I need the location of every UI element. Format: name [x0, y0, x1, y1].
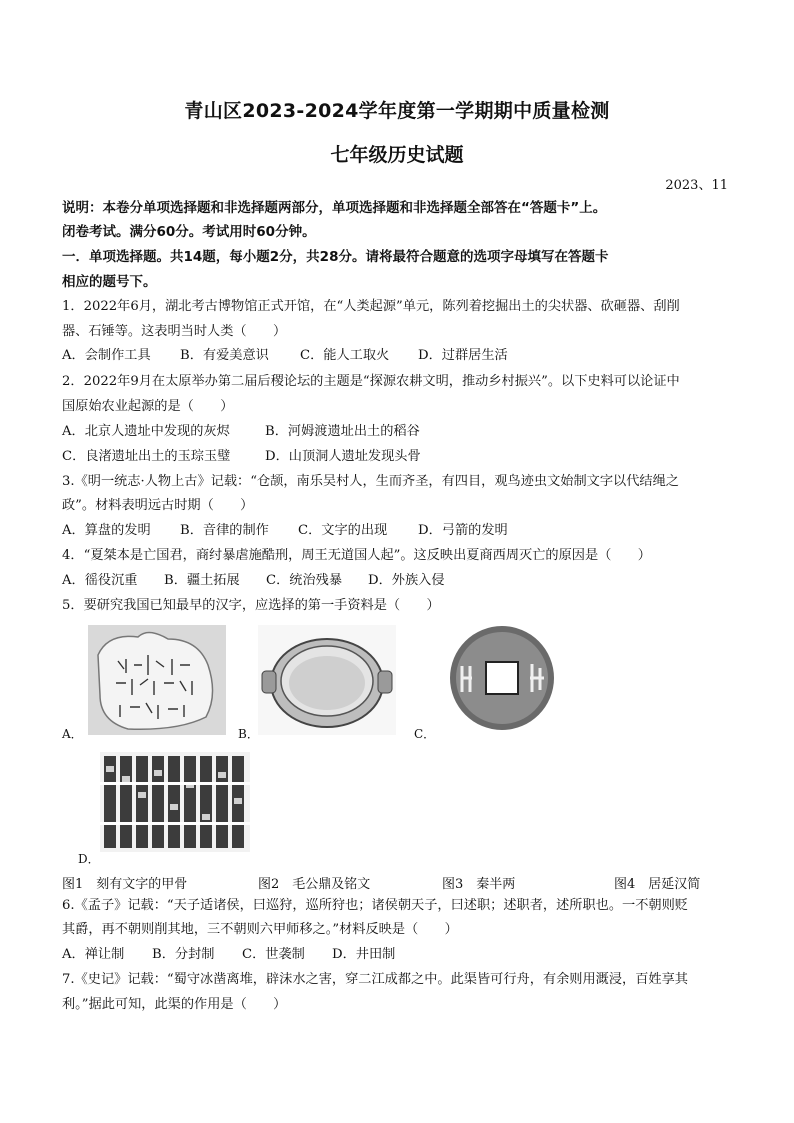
question-7-stem: 7.《史记》记载：“蜀守冰凿离堆，辟沫水之害，穿二江成都之中。此渠皆可行舟，有余则用溉浸，百姓享其: [62, 972, 688, 987]
exam-title: 青山区2023-2024学年度第一学期期中质量检测: [184, 100, 610, 122]
bamboo-slips-icon: [100, 752, 250, 852]
bamboo-slips-image[interactable]: [100, 752, 250, 852]
option-d[interactable]: D．过群居生活: [418, 348, 508, 363]
question-3-options: [62, 522, 508, 540]
option-b[interactable]: B．有爱美意识: [180, 348, 269, 363]
question-3-stem-cont: 政”。材料表明远古时期（ ）: [62, 498, 254, 513]
question-2-stem: 2．2022年9月在太原举办第二届后稷论坛的主题是“探源农耕文明，推动乡村振兴”。以下史料可以论证中: [62, 374, 680, 389]
figure-3-caption: 图3 秦半两: [442, 877, 516, 892]
section-heading-line-2: 相应的题号下。: [62, 274, 157, 290]
question-1-options: [62, 347, 508, 365]
instructions-line-2: 闭卷考试。满分60分。考试用时60分钟。: [62, 224, 316, 240]
figure-d-label: D．: [78, 852, 100, 866]
option-a[interactable]: A．算盘的发明: [62, 523, 151, 538]
question-4-options: [62, 572, 445, 590]
question-7-stem-cont: 利。”据此可知，此渠的作用是（ ）: [62, 997, 287, 1012]
figure-4-caption: 图4 居延汉简: [614, 877, 701, 892]
option-b[interactable]: B．疆土拓展: [164, 573, 240, 588]
option-d[interactable]: D．山顶洞人遗址发现头骨: [265, 449, 421, 464]
exam-subtitle: 七年级历史试题: [330, 144, 464, 166]
question-5-stem: 5．要研究我国已知最早的汉字，应选择的第一手资料是（ ）: [62, 598, 440, 613]
question-3-stem: 3.《明一统志·人物上古》记载：“仓颉，南乐吴村人，生而齐圣，有四目，观鸟迹虫文始制文字以代结绳之: [62, 474, 679, 489]
question-6-stem: 6.《孟子》记载：“天子适诸侯，曰巡狩，巡所狩也；诸侯朝天子，曰述职；述职者，述所职也。一不朝则贬: [62, 898, 688, 913]
question-1-stem: 1．2022年6月，湖北考古博物馆正式开馆，在“人类起源”单元，陈列着挖掘出土的尖状器、砍砸器、刮削: [62, 299, 680, 314]
option-b[interactable]: B．分封制: [152, 947, 215, 962]
option-d[interactable]: D．井田制: [332, 947, 396, 962]
figure-b-label: B．: [238, 727, 259, 741]
option-a[interactable]: A．徭役沉重: [62, 573, 138, 588]
option-c[interactable]: C．统治残暴: [266, 573, 343, 588]
option-d[interactable]: D．外族入侵: [368, 573, 445, 588]
option-c[interactable]: C．文字的出现: [298, 523, 388, 538]
question-6-stem-cont: 其爵，再不朝则削其地，三不朝则六甲师移之。”材料反映是（ ）: [62, 922, 458, 937]
option-c[interactable]: C．世袭制: [242, 947, 305, 962]
oracle-bone-image[interactable]: [88, 625, 226, 735]
instructions-line-1: 说明：本卷分单项选择题和非选择题两部分，单项选择题和非选择题全部答在“答题卡”上。: [62, 200, 607, 216]
option-b[interactable]: B．河姆渡遗址出土的稻谷: [265, 424, 420, 439]
figure-c-label: C．: [414, 727, 436, 741]
question-2-stem-cont: 国原始农业起源的是（ ）: [62, 399, 234, 414]
figure-a-label: A．: [62, 727, 83, 741]
option-b[interactable]: B．音律的制作: [180, 523, 269, 538]
question-2-options-row-1: [62, 423, 420, 441]
option-c[interactable]: C．能人工取火: [300, 348, 390, 363]
question-4-stem: 4．“夏桀本是亡国君，商纣暴虐施酷刑，周王无道国人起”。这反映出夏商西周灭亡的原因是（ ）: [62, 548, 651, 563]
option-d[interactable]: D．弓箭的发明: [418, 523, 508, 538]
bronze-ding-image[interactable]: [258, 625, 396, 735]
question-2-options-row-2: [62, 448, 421, 466]
option-a[interactable]: A．北京人遗址中发现的灰烬: [62, 424, 230, 439]
option-a[interactable]: A．禅让制: [62, 947, 125, 962]
option-c[interactable]: C．良渚遗址出土的玉琮玉璧: [62, 449, 231, 464]
banliang-coin-image[interactable]: [436, 622, 568, 732]
option-a[interactable]: A．会制作工具: [62, 348, 151, 363]
section-heading-line-1: 一．单项选择题。共14题，每小题2分，共28分。请将最符合题意的选项字母填写在答题卡: [62, 249, 609, 265]
coin-icon: [436, 622, 568, 732]
figure-1-caption: 图1 刻有文字的甲骨: [62, 877, 188, 892]
question-1-stem-cont: 器、石锤等。这表明当时人类（ ）: [62, 324, 287, 339]
ding-vessel-icon: [258, 625, 396, 735]
exam-date: 2023、11: [665, 178, 728, 193]
question-6-options: [62, 946, 395, 964]
figure-2-caption: 图2 毛公鼎及铭文: [258, 877, 371, 892]
oracle-bone-icon: [88, 625, 226, 735]
